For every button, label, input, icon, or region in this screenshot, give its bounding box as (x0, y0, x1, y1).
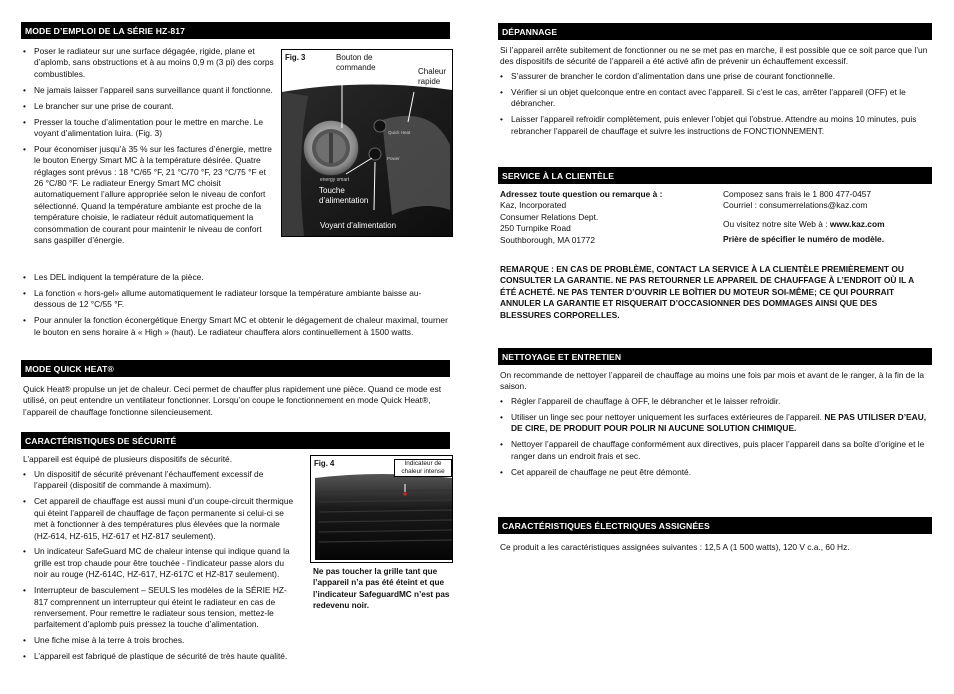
list-item: • Nettoyer l’appareil de chauffage conformément aux directives, puis placer l’appareil dans sa boîte d’origine et le ranger dans un endroit frais et sec. (500, 439, 931, 462)
address-line: Kaz, Incorporated (500, 200, 567, 211)
list-item: • Pour annuler la fonction éconergétique Energy Smart MC et obtenir le dégagement de chaleur maximal, tourner le bouton en sens horaire à « High » (haut). Le radiateur chauffera alors continuellement à 1500 watts. (23, 315, 451, 338)
section-header-depannage: DÉPANNAGE (498, 23, 932, 40)
mode-bullets-top (23, 46, 276, 251)
list-item: • Le brancher sur une prise de courant. (23, 101, 276, 112)
list-item: • Interrupteur de basculement – SEULS les modèles de la SÉRIE HZ-817 comprennent un interrupteur qui éteint le radiateur en cas de renversement. Pour remettre le radiateur sous tension, mettez-le parfaitement d’aplomb puis pressez la touche d’alimentation. (23, 585, 298, 631)
address-title: Adressez toute question ou remarque à : (500, 189, 663, 199)
nettoyage-b2-bold: NE PAS UTILISER D’EAU, DE CIRE, DE PRODUIT POUR POLIR NI AUCUNE SOLUTION CHIMIQUE. (511, 411, 927, 434)
callout-indicateur-chaleur: Indicateur de chaleur intense (394, 459, 452, 477)
depannage-intro: Si l’appareil arrête subitement de fonctionner ou ne se met pas en marche, il est possible que ce soit parce que l’un des dispositifs de sécurité de l’appareil a été activé afin de prévenir un échauffement excessif. (500, 45, 928, 67)
list-item: • La fonction « hors-gel» allume automatiquement le radiateur lorsque la température ambiante baisse au-dessous de 12 °C/55 °F. (23, 288, 451, 311)
list-item: • Une fiche mise à la terre à trois broches. (23, 635, 298, 646)
list-item: • Presser la touche d’alimentation pour le mettre en marche. Le voyant d’alimentation luira. (Fig. 3) (23, 117, 276, 140)
list-item: • L’appareil est fabriqué de plastique de sécurité de très haute qualité. (23, 651, 298, 662)
contact-web-line (723, 219, 933, 230)
quick-heat-text: Quick Heat® propulse un jet de chaleur. Ceci permet de chauffer plus rapidement une pièce. Quand ce mode est utilisé, on peut entendre un ventilateur fonctionner. Lorsqu’on coupe le fonctionnement en mode Quick Heat®, l’appareil de chauffage fonctionne silencieusement. (23, 384, 442, 417)
list-item: • Régler l’appareil de chauffage à OFF, le débrancher et le laisser refroidir. (500, 396, 931, 407)
nettoyage-b2-plain: Utiliser un linge sec pour nettoyer uniquement les surfaces extérieures de l’appareil. (511, 411, 825, 422)
nettoyage-bullets (500, 396, 931, 482)
list-item: • Cet appareil de chauffage est aussi muni d’un coupe-circuit thermique qui éteint l’appareil de chauffage de façon permanente si celui-ci se met à fonctionner à des températures plus élevées que la normale (HZ-614, HZ-615, HZ-617 et HZ-817 seulement). (23, 496, 298, 542)
section-header-mode-emploi: MODE D’EMPLOI DE LA SÉRIE HZ-817 (21, 22, 450, 39)
figure-4 (310, 455, 453, 563)
section-header-quick-heat: MODE QUICK HEAT® (21, 360, 450, 377)
address-line: Consumer Relations Dept. (500, 211, 599, 222)
list-item: • Pour économiser jusqu’à 35 % sur les factures d’énergie, mettre le bouton Energy Smart MC à la température désirée. Quatre réglages sont prévus : 18 °C/65 °F, 21 °C/70 °F, 23 °C/75 °F et 26 °C/80 °F. Le radiateur Energy Smart MC choisit automatiquement l’allure appropriée selon le niveau de confort sélectionné. Quand la température ambiante est proche de la température choisie, le radiateur réduit automatiquement la consommation de courant pour maintenir le niveau de confort sans gaspiller d’énergie. (23, 144, 276, 247)
svg-text:Quick Heat: Quick Heat (388, 130, 411, 135)
section-header-service: SERVICE À LA CLIENTÈLE (498, 167, 932, 184)
list-item: • S’assurer de brancher le cordon d’alimentation dans une prise de courant fonctionnelle. (500, 71, 931, 82)
list-item: • Poser le radiateur sur une surface dégagée, rigide, plane et d’aplomb, sans obstructions et à au moins 0,9 m (3 pi) des corps combustibles. (23, 46, 276, 80)
figure-3 (281, 49, 453, 237)
address-line: Southborough, MA 01772 (500, 234, 595, 245)
callout-voyant-alimentation: Voyant d’alimentation (320, 221, 397, 230)
list-item: • Vérifier si un objet quelconque entre en contact avec l’appareil. Si c’est le cas, arrêter l’appareil (OFF) et le débrancher. (500, 87, 931, 110)
contact-phone: Composez sans frais le 1 800 477-0457 (723, 189, 872, 199)
list-item: • Les DEL indiquent la température de la pièce. (23, 272, 451, 283)
contact-web-prefix: Ou visitez notre site Web à : (723, 218, 830, 229)
remarque-text: REMARQUE : EN CAS DE PROBLÈME, CONTACT LA SERVICE À LA CLIENTÈLE PREMIÈREMENT OU CONSULTER LA GARANTIE. NE PAS RETOURNER LE APPAREIL DE CHAUFFAGE À L’ENDROIT OÙ IL A ÉTÉ ACHETÉ. NE PAS TENTER D’OUVRIR LE BOÎTIER DU MOTEUR SOI-MÊME; CE QUI POURRAIT ANNULER LA GARANTIE ET RISQUERAIT D’OCCASIONNER DES DOMMAGES AINSI QUE DES BLESSURES CORPORELLES. (500, 264, 914, 320)
svg-text:Power: Power (387, 156, 400, 161)
safety-bullets (23, 469, 298, 667)
fig4-label: Fig. 4 (314, 459, 335, 468)
list-item: • Cet appareil de chauffage ne peut être démonté. (500, 467, 931, 478)
list-item: • Un dispositif de sécurité prévenant l’échauffement excessif de l’appareil (dispositif de commande à maximum). (23, 469, 298, 492)
mode-bullets-bottom (23, 272, 451, 343)
list-item: • Ne jamais laisser l’appareil sans surveillance quant il fonctionne. (23, 85, 276, 96)
section-header-electriques: CARACTÉRISTIQUES ÉLECTRIQUES ASSIGNÉES (498, 517, 932, 534)
fig3-label: Fig. 3 (285, 53, 306, 62)
elec-text: Ce produit a les caractéristiques assignées suivantes : 12,5 A (1 500 watts), 120 V c.a., 60 Hz. (500, 542, 850, 552)
contact-web-link[interactable]: www.kaz.com (829, 218, 885, 229)
nettoyage-intro: On recommande de nettoyer l’appareil de chauffage au moins une fois par mois et avant de le ranger, à la fin de la saison. (500, 370, 924, 392)
callout-chaleur-rapide: Chaleur rapide (418, 67, 447, 86)
section-header-nettoyage: NETTOYAGE ET ENTRETIEN (498, 348, 932, 365)
list-item: • Laisser l’appareil refroidir complètement, puis enlever l’objet qui l’obstrue. Attendre au moins 10 minutes, puis rebrancher l’appareil de chauffage et suivre les instructions de FONCTIONNEMENT. (500, 114, 931, 137)
contact-model-note: Prière de spécifier le numéro de modèle. (723, 234, 885, 245)
fig4-warning: Ne pas toucher la grille tant que l’appareil n’a pas été éteint et que l’indicateur SafeguardMC n’est pas redevenu noir. (313, 567, 450, 611)
safety-intro: L’appareil est équipé de plusieurs dispositifs de sécurité. (23, 454, 233, 464)
service-address (500, 189, 710, 246)
list-item: • Un indicateur SafeGuard MC de chaleur intense qui indique quand la grille est trop chaude pour être touchée - l’indicateur passe alors du noir au rouge (HZ-614C, HZ-617, HZ-617C et HZ-817 seulement). (23, 546, 298, 580)
svg-text:energy smart: energy smart (320, 177, 350, 183)
callout-touche-alimentation: Touche d’alimentation (319, 186, 369, 205)
section-header-securite: CARACTÉRISTIQUES DE SÉCURITÉ (21, 432, 450, 449)
list-item (500, 412, 931, 435)
contact-email[interactable]: Courriel : consumerrelations@kaz.com (723, 200, 868, 211)
callout-bouton-commande: Bouton de commande (336, 53, 376, 72)
depannage-bullets (500, 71, 931, 142)
service-contact (723, 189, 933, 246)
address-line: 250 Turnpike Road (500, 223, 571, 234)
